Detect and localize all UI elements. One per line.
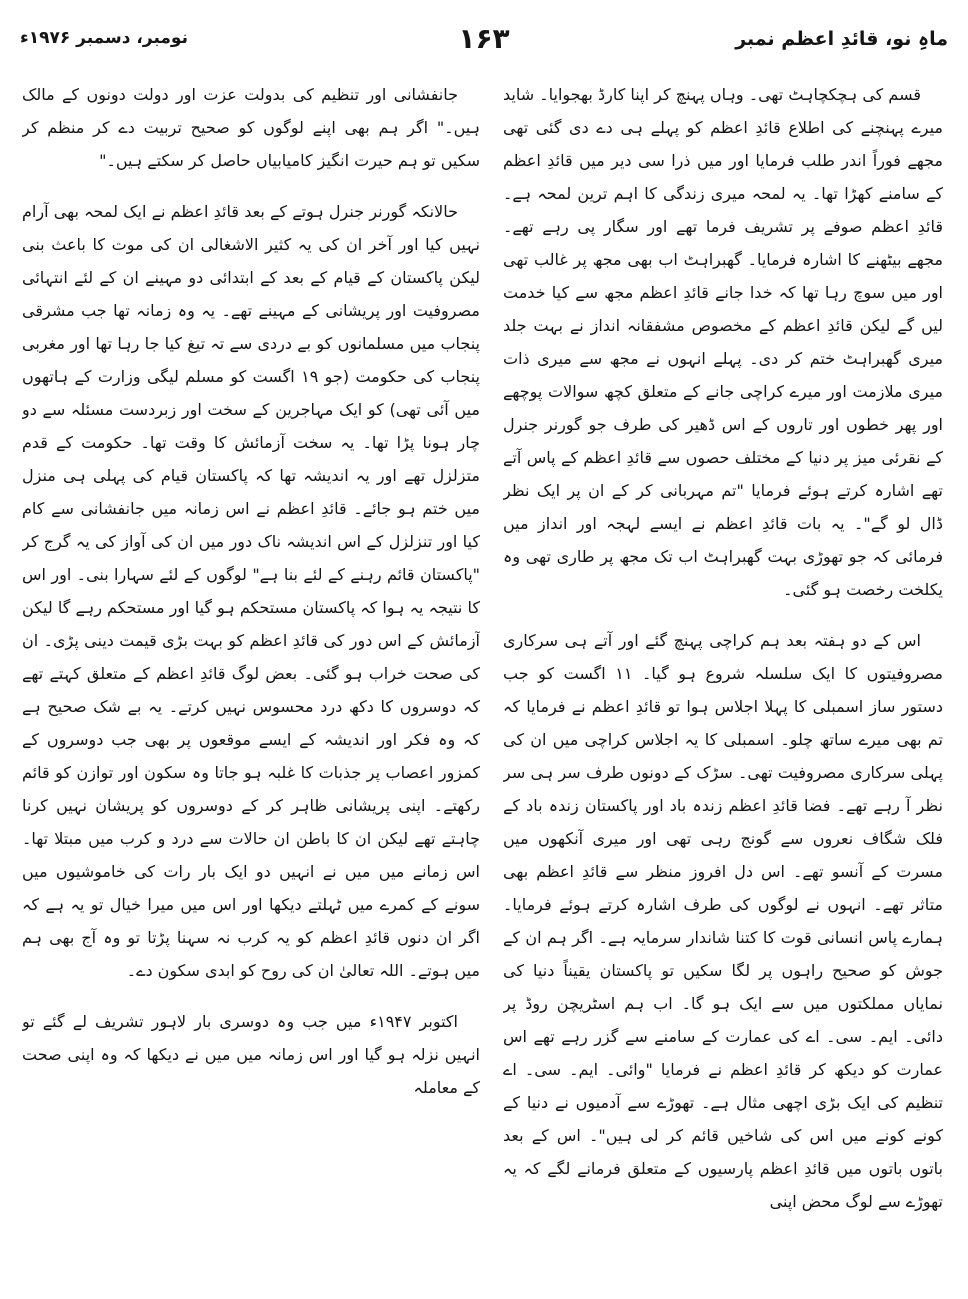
paragraph: اکتوبر ۱۹۴۷ء میں جب وہ دوسری بار لاہور تشریف لے گئے تو انہیں نزلہ ہو گیا اور اس زمانہ میں میں نے دیکھا کہ وہ اپنی صحت کے معاملہ xyxy=(22,1012,480,1097)
paragraph: قسم کی ہچکچاہٹ تھی۔ وہاں پہنچ کر اپنا کارڈ بھجوایا۔ شاید میرے پہنچنے کی اطلاع قائدِ اعظم کو پہلے ہی دے دی گئی تھی مجھے فوراً اندر طلب فرمایا اور میں ذرا سی دیر میں قائدِ اعظم کے سامنے کھڑا تھا۔ یہ لمحہ میری زندگی کا اہم ترین لمحہ ہے۔ قائدِ اعظم صوفے پر تشریف فرما تھے اور سگار پی رہے تھے۔ مجھے بیٹھنے کا اشارہ فرمایا۔ گھبراہٹ اب بھی مجھ پر غالب تھی اور میں سوچ رہا تھا کہ خدا جانے قائدِ اعظم مجھ سے کیا خدمت لیں گے لیکن قائدِ اعظم کے مخصوص مشفقانہ انداز نے بہت جلد میری گھبراہٹ ختم کر دی۔ پہلے انہوں نے مجھ سے میری ذات میری ملازمت اور میرے کراچی جانے کے متعلق کچھ سوالات پوچھے اور پھر خطوں اور تاروں کے اس ڈھیر کی طرف جو گورنر جنرل کے نقرئی میز پر دنیا کے مختلف حصوں سے قائدِ اعظم کے پاس آتے تھے اشارہ کرتے ہوئے فرمایا "تم مہربانی کر کے ان پر ایک نظر ڈال لو گے"۔ یہ بات قائدِ اعظم نے ایسے لہجہ اور انداز میں فرمائی کہ جو تھوڑی بہت گھبراہٹ اب تک مجھ پر طاری تھی وہ یکلخت رخصت ہو گئی۔ xyxy=(503,85,943,599)
column-divider xyxy=(490,80,491,1260)
issue-date: نومبر، دسمبر ۱۹۷۶ء xyxy=(20,28,188,48)
right-column xyxy=(503,78,943,1268)
page-number: ۱۶۳ xyxy=(458,22,510,55)
paragraph: جانفشانی اور تنظیم کی بدولت عزت اور دولت دونوں کے مالک ہیں۔" اگر ہم بھی اپنے لوگوں کو صحیح تربیت دے کر منظم کر سکیں تو ہم حیرت انگیز کامیابیاں حاصل کر سکتے ہیں۔" xyxy=(22,85,480,170)
paragraph: حالانکہ گورنر جنرل ہوتے کے بعد قائدِ اعظم نے ایک لمحہ بھی آرام نہیں کیا اور آخر ان کی یہ کثیر الاشغالی ان کی موت کا باعث بنی لیکن پاکستان کے قیام کے بعد کے ابتدائی دو مہینے ان کے لئے انتہائی مصروفیت اور پریشانی کے مہینے تھے۔ یہ وہ زمانہ تھا جب مشرقی پنجاب میں مسلمانوں کو بے دردی سے تہ تیغ کیا جا رہا تھا اور مغربی پنجاب کی حکومت (جو ۱۹ اگست کو مسلم لیگی وزارت کے ہاتھوں میں آئی تھی) کو ایک مہاجرین کے سخت اور زبردست مسئلہ سے دو چار ہونا پڑا تھا۔ یہ سخت آزمائش کا وقت تھا۔ حکومت کے قدم متزلزل تھے اور یہ اندیشہ تھا کہ پاکستان قیام کی پہلی ہی منزل میں ختم ہو جائے۔ قائدِ اعظم نے اس زمانہ میں جانفشانی سے کام کیا اور تنزلزل کے اس اندیشہ ناک دور میں ان کی آواز کی یہ گرج کر "پاکستان قائم رہنے کے لئے بنا ہے" لوگوں کے لئے سہارا بنی۔ اور اس کا نتیجہ یہ ہوا کہ پاکستان مستحکم ہو گیا اور مستحکم رہے گا لیکن آزمائش کے اس دور کی قائدِ اعظم کو بہت بڑی قیمت دینی پڑی۔ ان کی صحت خراب ہو گئی۔ بعض لوگ قائدِ اعظم کے متعلق کہتے تھے کہ دوسروں کا دکھ درد محسوس نہیں کرتے۔ یہ بے شک صحیح ہے کہ وہ فکر اور اندیشہ کے ایسے موقعوں پر بھی جب دوسروں کے کمزور اعصاب پر جذبات کا غلبہ ہو جاتا وہ سکون اور توازن کو قائم رکھتے۔ اپنی پریشانی ظاہر کر کے دوسروں کو پریشان نہیں کرنا چاہتے تھے لیکن ان کا باطن ان حالات سے درد و کرب میں مبتلا تھا۔ اس زمانے میں میں نے انہیں دو ایک بار رات کی خاموشیوں میں سونے کے کمرے میں ٹہلتے دیکھا اور اس میں میرا خیال تو یہ ہے کہ اگر ان دنوں قائدِ اعظم کو یہ کرب نہ سہنا پڑتا تو وہ آج بھی ہم میں ہوتے۔ اللہ تعالیٰ ان کی روح کو ابدی سکون دے۔ xyxy=(22,202,480,980)
page-header xyxy=(20,22,948,72)
paragraph: اس کے دو ہفتہ بعد ہم کراچی پہنچ گئے اور آتے ہی سرکاری مصروفیتوں کا ایک سلسلہ شروع ہو گیا۔ ۱۱ اگست کو جب دستور ساز اسمبلی کا پہلا اجلاس ہوا تو قائدِ اعظم نے فرمایا کہ تم بھی میرے ساتھ چلو۔ اسمبلی کا یہ اجلاس کراچی میں ان کی پہلی سرکاری مصروفیت تھی۔ سڑک کے دونوں طرف سر ہی سر نظر آ رہے تھے۔ فضا قائدِ اعظم زندہ باد اور پاکستان زندہ باد کے فلک شگاف نعروں سے گونج رہی تھی اور میری آنکھوں میں مسرت کے آنسو تھے۔ اس دل افروز منظر سے قائدِ اعظم بھی متاثر تھے۔ انہوں نے لوگوں کی طرف اشارہ کرتے ہوئے فرمایا۔ ہمارے پاس انسانی قوت کا کتنا شاندار سرمایہ ہے۔ اگر ہم ان کے جوش کو صحیح راہوں پر لگا سکیں تو پاکستان یقیناً دنیا کی نمایاں مملکتوں میں سے ایک ہو گا۔ اب ہم اسٹریچن روڈ پر دائی۔ ایم۔ سی۔ اے کی عمارت کے سامنے سے گزر رہے تھے اس عمارت کو دیکھ کر قائدِ اعظم نے فرمایا "وائی۔ ایم۔ سی۔ اے تنظیم کی ایک بڑی اچھی مثال ہے۔ تھوڑے سے آدمیوں نے دنیا کے کونے کونے میں اس کی شاخیں قائم کر لی ہیں"۔ اس کے بعد باتوں باتوں میں قائدِ اعظم پارسیوں کے متعلق فرمانے لگے کہ یہ تھوڑے سے لوگ محض اپنی xyxy=(503,631,943,1211)
magazine-title: ماہِ نو، قائدِ اعظم نمبر xyxy=(735,28,948,50)
left-column xyxy=(22,78,480,1268)
